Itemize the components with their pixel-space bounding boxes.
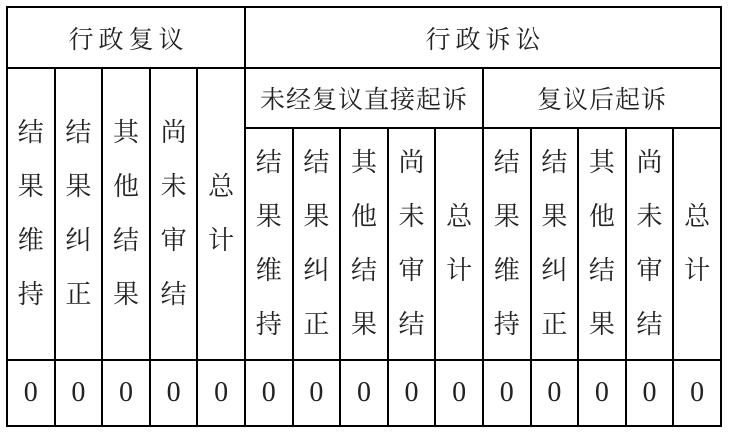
table-row-top-headers xyxy=(7,7,721,68)
value-reconsideration-total: 0 xyxy=(197,360,245,426)
vertical-label: 尚 未 审 结 xyxy=(636,147,663,339)
column-header-direct-total xyxy=(435,128,483,360)
vertical-label: 其 他 结 果 xyxy=(588,147,615,339)
value-after-result-upheld: 0 xyxy=(483,360,531,426)
value-direct-result-corrected: 0 xyxy=(293,360,341,426)
header-direct-lawsuit-without-reconsideration: 未经复议直接起诉 xyxy=(245,68,483,127)
value-reconsideration-result-corrected: 0 xyxy=(55,360,103,426)
value-after-result-corrected: 0 xyxy=(531,360,579,426)
column-header-reconsideration-result-corrected xyxy=(55,68,103,359)
column-header-after-total xyxy=(673,128,721,360)
column-header-after-other-result xyxy=(578,128,626,360)
value-direct-total: 0 xyxy=(435,360,483,426)
value-after-total: 0 xyxy=(673,360,721,426)
vertical-label: 结 果 纠 正 xyxy=(65,117,92,309)
vertical-label: 其 他 结 果 xyxy=(350,147,377,339)
vertical-label: 结 果 纠 正 xyxy=(303,147,330,339)
value-direct-other-result: 0 xyxy=(340,360,388,426)
value-after-other-result: 0 xyxy=(578,360,626,426)
column-header-after-pending xyxy=(626,128,674,360)
column-header-direct-result-upheld xyxy=(245,128,293,360)
vertical-label: 其 他 结 果 xyxy=(112,117,139,309)
vertical-label: 尚 未 审 结 xyxy=(398,147,425,339)
value-reconsideration-result-upheld: 0 xyxy=(7,360,55,426)
value-reconsideration-other-result: 0 xyxy=(102,360,150,426)
column-header-reconsideration-result-upheld xyxy=(7,68,55,359)
vertical-label: 总 计 xyxy=(208,171,235,255)
value-direct-result-upheld: 0 xyxy=(245,360,293,426)
column-header-direct-pending xyxy=(388,128,436,360)
vertical-label: 总 计 xyxy=(446,201,473,285)
vertical-label: 结 果 维 持 xyxy=(17,117,44,309)
column-header-direct-other-result xyxy=(340,128,388,360)
table-row-subgroup-headers xyxy=(7,68,721,127)
header-lawsuit-after-reconsideration: 复议后起诉 xyxy=(483,68,721,127)
column-header-reconsideration-other-result xyxy=(102,68,150,359)
vertical-label: 总 计 xyxy=(684,201,711,285)
header-administrative-litigation: 行政诉讼 xyxy=(245,7,721,68)
column-header-after-result-upheld xyxy=(483,128,531,360)
column-header-reconsideration-pending xyxy=(150,68,198,359)
value-after-pending: 0 xyxy=(626,360,674,426)
reconsideration-litigation-stats-table xyxy=(6,6,722,427)
value-reconsideration-pending: 0 xyxy=(150,360,198,426)
column-header-after-result-corrected xyxy=(531,128,579,360)
column-header-direct-result-corrected xyxy=(293,128,341,360)
table-row-values xyxy=(7,360,721,426)
vertical-label: 尚 未 审 结 xyxy=(160,117,187,309)
vertical-label: 结 果 纠 正 xyxy=(541,147,568,339)
vertical-label: 结 果 维 持 xyxy=(493,147,520,339)
vertical-label: 结 果 维 持 xyxy=(255,147,282,339)
header-administrative-reconsideration: 行政复议 xyxy=(7,7,245,68)
column-header-reconsideration-total xyxy=(197,68,245,359)
value-direct-pending: 0 xyxy=(388,360,436,426)
